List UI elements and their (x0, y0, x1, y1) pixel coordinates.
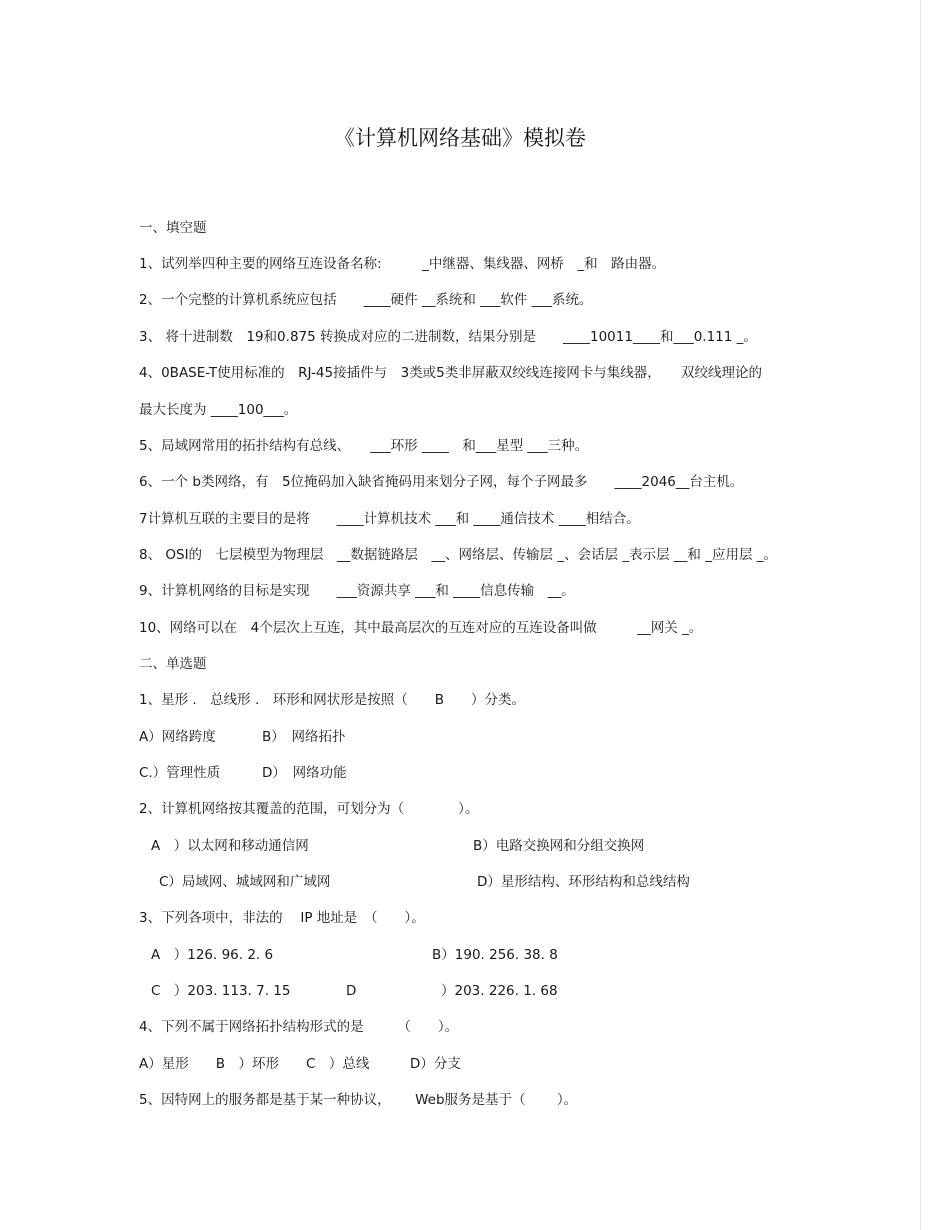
choice-question-5: 5、因特网上的服务都是基于某一种协议， Web服务是基于（ ）。 (139, 1092, 578, 1108)
fill-question-5: 5、局域网常用的拓扑结构有总线、 ___环形 ____ 和___星型 ___三种。 (139, 438, 589, 454)
fill-question-4-cont: 最大长度为 ____100___。 (139, 402, 298, 418)
fill-question-9: 9、计算机网络的目标是实现 ___资源共享 ___和 ____信息传输 __。 (139, 583, 575, 599)
choice-question-3: 3、下列各项中，非法的 IP 地址是 （ ）。 (139, 910, 425, 926)
fill-question-10: 10、网络可以在 4个层次上互连，其中最高层次的互连对应的互连设备叫做 __网关 _。 (139, 620, 703, 636)
fill-question-3: 3、 将十进制数 19和0.875 转换成对应的二进制数，结果分别是 ____10011____和___0.111 _。 (139, 329, 757, 345)
q1-option-a: A）网络跨度 (139, 729, 216, 745)
q1-option-d: D） 网络功能 (262, 765, 347, 781)
choice-question-4: 4、下列不属于网络拓扑结构形式的是 （ ）。 (139, 1019, 459, 1035)
choice-question-1: 1、星形 . 总线形 . 环形和网状形是按照（ B ）分类。 (139, 692, 526, 708)
fill-question-6: 6、一个 b类网络，有 5位掩码加入缺省掩码用来划分子网，每个子网最多 ____2046__台主机。 (139, 474, 744, 490)
q3-option-d-label: D (346, 983, 357, 999)
q1-option-b: B） 网络拓扑 (262, 729, 346, 745)
section-heading-fill-in: 一、填空题 (139, 220, 207, 236)
q3-option-d-value: ）203. 226. 1. 68 (441, 983, 558, 999)
q4-options: A）星形 B ）环形 C ）总线 D）分支 (139, 1056, 461, 1072)
q2-option-a: A ）以太网和移动通信网 (151, 838, 309, 854)
q3-option-c: C ）203. 113. 7. 15 (151, 983, 291, 999)
choice-question-2: 2、计算机网络按其覆盖的范围，可划分为（ ）。 (139, 801, 479, 817)
q2-option-b: B）电路交换网和分组交换网 (473, 838, 645, 854)
section-heading-single-choice: 二、单选题 (139, 656, 207, 672)
q3-option-a: A ）126. 96. 2. 6 (151, 947, 274, 963)
q2-option-c: C）局域网、城域网和广域网 (159, 874, 331, 890)
fill-question-4: 4、0BASE-T使用标准的 RJ-45接插件与 3类或5类非屏蔽双绞线连接网卡与集线器， 双绞线理论的 (139, 365, 763, 381)
page-edge-divider (920, 0, 921, 1230)
q2-option-d: D）星形结构、环形结构和总线结构 (477, 874, 690, 890)
fill-question-8: 8、 OSI的 七层模型为物理层 __数据链路层 __、网络层、传输层 _、会话层 _表示层 __和 _应用层 _。 (139, 547, 778, 563)
fill-question-2: 2、一个完整的计算机系统应包括 ____硬件 __系统和 ___软件 ___系统。 (139, 292, 593, 308)
q3-option-b: B）190. 256. 38. 8 (432, 947, 558, 963)
fill-question-7: 7计算机互联的主要目的是将 ____计算机技术 ___和 ____通信技术 ____相结合。 (139, 511, 640, 527)
fill-question-1: 1、试列举四种主要的网络互连设备名称: _中继器、集线器、网桥 _和 路由器。 (139, 256, 666, 272)
q1-option-c: C.）管理性质 (139, 765, 221, 781)
page-title: 《计算机网络基础》模拟卷 (334, 126, 586, 150)
